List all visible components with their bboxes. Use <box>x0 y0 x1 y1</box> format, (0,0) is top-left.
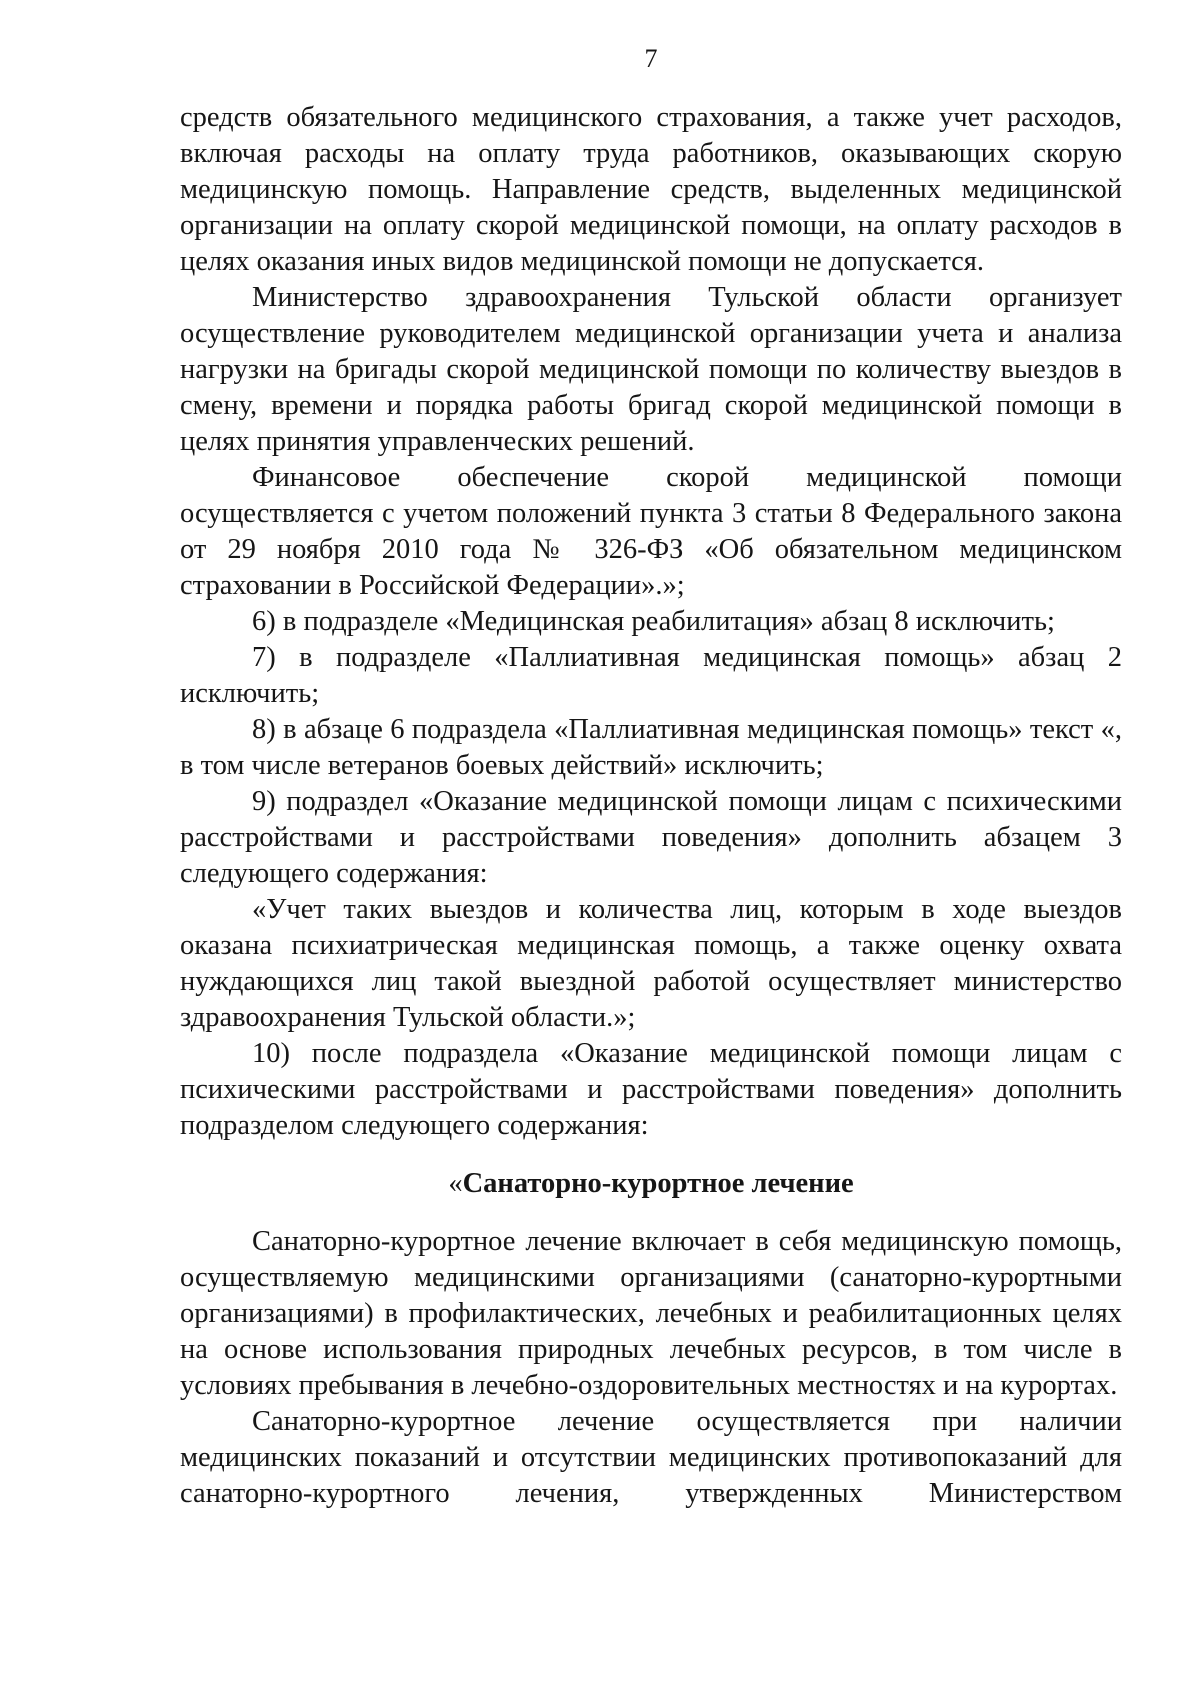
document-body <box>180 100 1122 1512</box>
paragraphs-after-heading <box>180 1224 1122 1512</box>
section-heading-title: Санаторно-курортное лечение <box>462 1168 854 1199</box>
paragraph: 10) после подраздела «Оказание медицинской помощи лицам с психическими расстройствами и расстройствами поведения» дополнить подразделом следующего содержания: <box>180 1038 1122 1141</box>
paragraph: Министерство здравоохранения Тульской области организует осуществление руководителем медицинской организации учета и анализа нагрузки на бригады скорой медицинской помощи по количеству выездов в смену, времени и порядка работы бригад скорой медицинской помощи в целях принятия управленческих решений. <box>180 282 1122 457</box>
paragraphs-before-heading <box>180 100 1122 1144</box>
section-heading-open-quote: « <box>448 1168 463 1199</box>
paragraph: Финансовое обеспечение скорой медицинской помощи осуществляется с учетом положений пункта 3 статьи 8 Федерального закона от 29 ноября 2010 года № 326-ФЗ «Об обязательном медицинском страховании в Российской Федерации».»; <box>180 462 1122 601</box>
document-page <box>180 0 1122 1691</box>
paragraph: Санаторно-курортное лечение включает в себя медицинскую помощь, осуществляемую медицинскими организациями (санаторно-курортными организациями) в профилактических, лечебных и реабилитационных целях на основе использования природных лечебных ресурсов, в том числе в условиях пребывания в лечебно-оздоровительных местностях и на курортах. <box>180 1226 1122 1401</box>
paragraph: Санаторно-курортное лечение осуществляется при наличии медицинских показаний и отсутствии медицинских противопоказаний для санаторно-курортного лечения, утвержденных Министерством <box>180 1406 1122 1509</box>
paragraph: 9) подраздел «Оказание медицинской помощи лицам с психическими расстройствами и расстройствами поведения» дополнить абзацем 3 следующего содержания: <box>180 786 1122 889</box>
page-number: 7 <box>644 44 658 73</box>
paragraph: 7) в подразделе «Паллиативная медицинская помощь» абзац 2 исключить; <box>180 642 1122 709</box>
paragraph: «Учет таких выездов и количества лиц, которым в ходе выездов оказана психиатрическая медицинская помощь, а также оценку охвата нуждающихся лиц такой выездной работой осуществляет министерство здравоохранения Тульской области.»; <box>180 894 1122 1033</box>
paragraph: 8) в абзаце 6 подраздела «Паллиативная медицинская помощь» текст «, в том числе ветеранов боевых действий» исключить; <box>180 714 1122 781</box>
paragraph: средств обязательного медицинского страхования, а также учет расходов, включая расходы на оплату труда работников, оказывающих скорую медицинскую помощь. Направление средств, выделенных медицинской организации на оплату скорой медицинской помощи, на оплату расходов в целях оказания иных видов медицинской помощи не допускается. <box>180 102 1122 277</box>
section-heading <box>180 1166 1122 1202</box>
paragraph: 6) в подразделе «Медицинская реабилитация» абзац 8 исключить; <box>252 606 1055 637</box>
